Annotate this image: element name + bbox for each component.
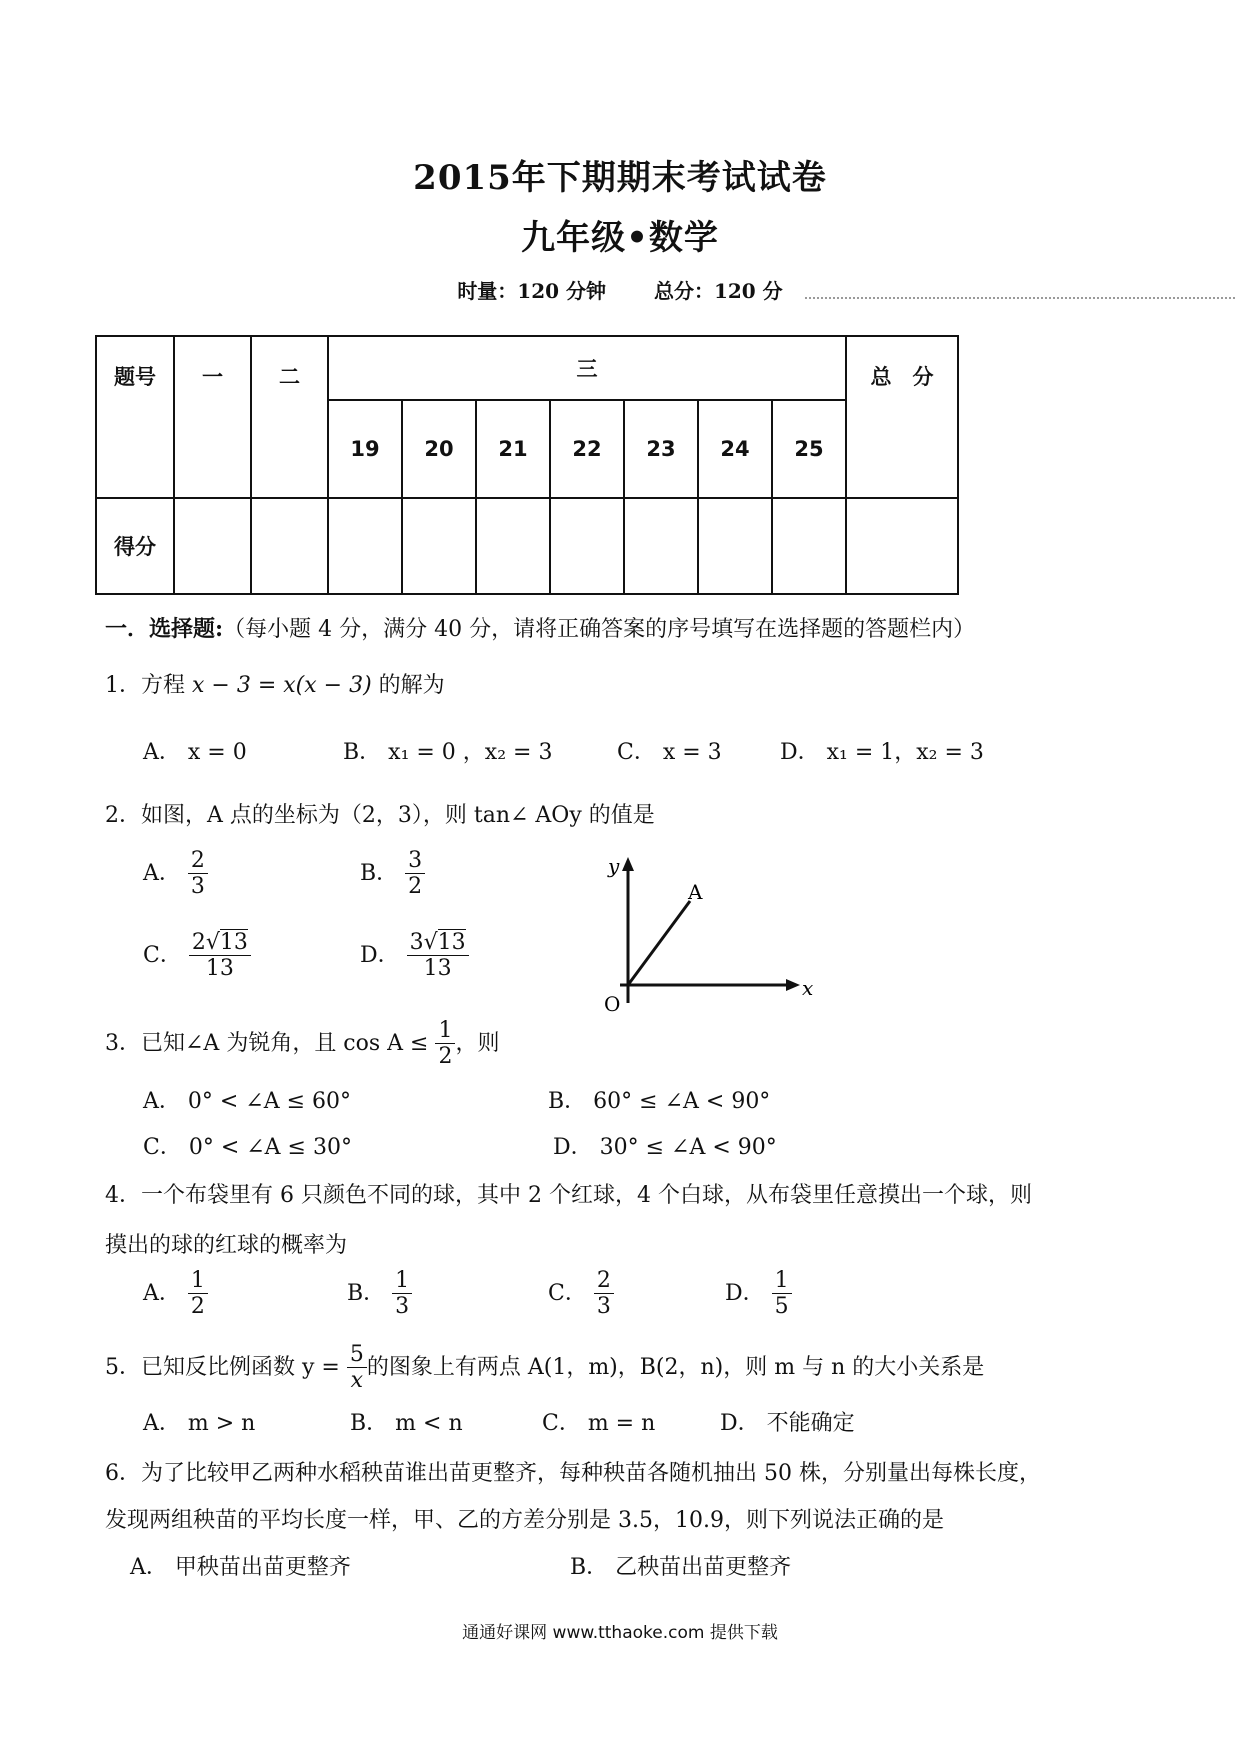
question-4 [105, 1178, 1032, 1209]
denominator: 13 [205, 956, 234, 982]
denominator: 2 [190, 1294, 205, 1320]
q5-option-b: B． m < n [350, 1411, 463, 1436]
q1-option-b: B． x₁ = 0 ，x₂ = 3 [343, 740, 553, 765]
question-number: 1． [105, 673, 141, 698]
x-axis-arrow [786, 979, 800, 991]
denominator: 3 [190, 874, 205, 900]
question-stem: 如图，A 点的坐标为（2，3），则 tan∠ AOy 的值是 [141, 803, 655, 828]
radicand: 13 [219, 930, 248, 955]
score-cell [772, 498, 846, 594]
q4-option-d [725, 1268, 792, 1320]
numerator: 2 [188, 848, 208, 874]
numerator: 1 [435, 1018, 455, 1044]
q3-option-c: C． 0° < ∠A ≤ 30° [143, 1135, 352, 1160]
question-1 [105, 668, 445, 699]
y-axis-arrow [622, 857, 634, 871]
item-20-cell: 20 [402, 400, 476, 498]
q2-option-c [143, 930, 251, 982]
question-number: 4． [105, 1183, 141, 1208]
section-1-cell: 一 [174, 336, 251, 498]
q4-option-b [347, 1268, 412, 1320]
x-axis-label: x [802, 976, 814, 1000]
numerator: 1 [188, 1268, 208, 1294]
numerator: 1 [772, 1268, 792, 1294]
coordinate-figure [590, 855, 830, 1015]
score-cell [476, 498, 550, 594]
fraction [347, 1342, 367, 1394]
numerator: 3√13 [407, 930, 469, 956]
score-cell [846, 498, 958, 594]
fraction [772, 1268, 792, 1320]
question-stem: 的解为 [378, 673, 445, 698]
item-23-cell: 23 [624, 400, 698, 498]
question-5 [105, 1342, 984, 1394]
denominator: x [350, 1368, 364, 1394]
q5-option-d: D． 不能确定 [720, 1411, 855, 1436]
exam-subtitle: 九年级•数学 [521, 218, 719, 258]
q4-option-a [143, 1268, 208, 1320]
item-25-cell: 25 [772, 400, 846, 498]
question-stem: ，则 [455, 1030, 500, 1056]
numerator: 1 [392, 1268, 412, 1294]
q1-option-d: D． x₁ = 1，x₂ = 3 [780, 740, 984, 765]
question-4-line-2: 摸出的球的红球的概率为 [105, 1233, 348, 1258]
item-24-cell: 24 [698, 400, 772, 498]
fraction [405, 848, 425, 900]
question-number: 6． [105, 1461, 141, 1486]
option-label: C． [143, 942, 182, 968]
numerator: 3 [405, 848, 425, 874]
question-2 [105, 798, 655, 829]
item-22-cell: 22 [550, 400, 624, 498]
question-number: 3． [105, 1030, 141, 1056]
question-stem: 为了比较甲乙两种水稻秧苗谁出苗更整齐，每种秧苗各随机抽出 50 株，分别量出每株长度， [141, 1461, 1041, 1486]
fraction [435, 1018, 455, 1070]
question-stem: 一个布袋里有 6 只颜色不同的球，其中 2 个红球，4 个白球，从布袋里任意摸出一个球，则 [141, 1183, 1032, 1208]
question-6-line-2: 发现两组秧苗的平均长度一样，甲、乙的方差分别是 3.5，10.9，则下列说法正确的是 [105, 1508, 944, 1533]
ray-oa [628, 901, 690, 985]
q1-option-c: C． x = 3 [617, 740, 722, 765]
q2-option-a [143, 848, 208, 900]
score-cell [328, 498, 402, 594]
q5-option-c: C． m = n [542, 1411, 656, 1436]
fraction [407, 930, 469, 982]
score-cell [550, 498, 624, 594]
total-cell: 总 分 [846, 336, 958, 498]
score-cell [402, 498, 476, 594]
score-cell [624, 498, 698, 594]
score-cell [698, 498, 772, 594]
fraction [392, 1268, 412, 1320]
section-heading-label: 一．选择题: [105, 616, 224, 642]
fraction [188, 848, 208, 900]
q6-option-b: B． 乙秧苗出苗更整齐 [570, 1555, 792, 1580]
fraction [594, 1268, 614, 1320]
origin-label: O [604, 992, 621, 1015]
fraction [188, 1268, 208, 1320]
denominator: 2 [438, 1044, 453, 1070]
dotted-line [805, 297, 1235, 299]
section-2-cell: 二 [251, 336, 328, 498]
q2-option-d [360, 930, 469, 982]
denominator: 13 [423, 956, 452, 982]
item-19-cell: 19 [328, 400, 402, 498]
denominator: 5 [774, 1294, 789, 1320]
exam-title: 2015年下期期末考试试卷 [413, 158, 827, 198]
fraction [189, 930, 251, 982]
section-1-heading [105, 612, 975, 643]
q4-option-c [548, 1268, 614, 1320]
section-instruction: （每小题 4 分，满分 40 分，请将正确答案的序号填写在选择题的答题栏内） [223, 617, 976, 642]
option-label: B． [360, 860, 399, 886]
q3-option-b: B． 60° ≤ ∠A < 90° [548, 1089, 771, 1114]
option-label: A． [143, 1280, 181, 1306]
numerator: 5 [347, 1342, 367, 1368]
coefficient: 3 [409, 930, 424, 955]
time-label: 时量：120 分钟 [457, 279, 607, 303]
equation: x − 3 = x(x − 3) [192, 673, 372, 698]
score-table [95, 335, 959, 595]
denominator: 2 [408, 874, 423, 900]
point-a-label: A [688, 880, 703, 904]
q5-option-a: A． m > n [143, 1411, 256, 1436]
question-6 [105, 1456, 1041, 1487]
q2-option-b [360, 848, 425, 900]
option-label: D． [360, 942, 400, 968]
question-stem: 已知反比例函数 y = [141, 1354, 340, 1380]
q1-option-a: A． x = 0 [143, 740, 247, 765]
exam-meta [0, 275, 1240, 304]
score-cell [251, 498, 328, 594]
q3-option-a: A． 0° < ∠A ≤ 60° [143, 1089, 352, 1114]
question-3 [105, 1018, 500, 1070]
question-stem: 已知∠A 为锐角，且 cos A ≤ [141, 1030, 429, 1056]
question-stem: 方程 [141, 673, 186, 698]
numerator: 2√13 [189, 930, 251, 956]
score-label: 总分：120 分 [653, 279, 783, 303]
q3-option-d: D． 30° ≤ ∠A < 90° [553, 1135, 777, 1160]
page-footer: 通通好课网 www.tthaoke.com 提供下载 [462, 1623, 778, 1643]
q6-option-a: A． 甲秧苗出苗更整齐 [130, 1555, 351, 1580]
option-label: C． [548, 1280, 587, 1306]
numerator: 2 [594, 1268, 614, 1294]
question-number: 2． [105, 803, 141, 828]
option-label: D． [725, 1280, 765, 1306]
question-stem: 的图象上有两点 A(1，m)，B(2，n)，则 m 与 n 的大小关系是 [366, 1354, 985, 1380]
y-axis-label: y [608, 855, 620, 878]
denominator: 3 [596, 1294, 611, 1320]
option-label: A． [143, 860, 181, 886]
question-number: 5． [105, 1354, 141, 1380]
coefficient: 2 [191, 930, 206, 955]
score-cell [174, 498, 251, 594]
denominator: 3 [395, 1294, 410, 1320]
section-3-cell: 三 [328, 336, 846, 400]
item-21-cell: 21 [476, 400, 550, 498]
score-row-header: 得分 [96, 498, 174, 594]
option-label: B． [347, 1280, 386, 1306]
row-header-cell: 题号 [96, 336, 174, 498]
radicand: 13 [437, 930, 466, 955]
